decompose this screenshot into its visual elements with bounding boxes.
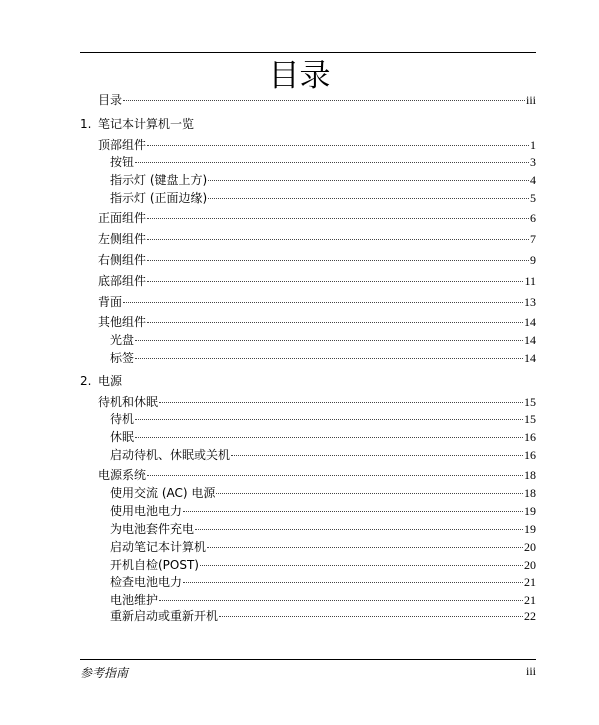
toc-entry-label: 指示灯 (键盘上方) [110, 173, 208, 187]
toc-entry-label: 目录 [98, 93, 123, 107]
leader-dots [159, 402, 523, 403]
toc-entry[interactable] [110, 608, 536, 624]
leader-dots [147, 239, 529, 240]
toc-entry[interactable] [98, 294, 536, 310]
toc-entry[interactable] [98, 314, 536, 330]
toc-entry-label: 背面 [98, 295, 123, 309]
toc-entry-label: 启动待机、休眠或关机 [110, 448, 231, 462]
leader-dots [208, 198, 529, 199]
toc-entry-page: iii [525, 93, 536, 107]
toc-entry[interactable] [98, 467, 536, 483]
leader-dots [147, 145, 529, 146]
toc-entry-label: 开机自检(POST) [110, 558, 199, 572]
toc-entry[interactable] [110, 539, 536, 555]
chapter-heading[interactable] [80, 116, 194, 132]
toc-entry-label: 电源系统 [98, 468, 147, 482]
chapter-number: 1. [80, 117, 92, 131]
leader-dots [123, 302, 523, 303]
footer-page-number: iii [525, 664, 536, 678]
toc-entry-label: 为电池套件充电 [110, 522, 195, 536]
toc-entry[interactable] [110, 172, 536, 188]
toc-entry-label: 待机和休眠 [98, 395, 159, 409]
leader-dots [147, 322, 523, 323]
leader-dots [183, 511, 523, 512]
toc-entry-page: 7 [530, 232, 536, 246]
toc-entry-label: 休眠 [110, 430, 135, 444]
leader-dots [195, 529, 523, 530]
toc-entry-page: 14 [524, 333, 536, 347]
page-title: 目录 [268, 58, 331, 94]
toc-entry[interactable] [110, 557, 536, 573]
chapter-number: 2. [80, 374, 92, 388]
toc-entry-label: 电池维护 [110, 593, 159, 607]
chapter-title: 笔记本计算机一览 [98, 117, 195, 131]
toc-entry[interactable] [98, 231, 536, 247]
toc-entry[interactable] [110, 190, 536, 206]
leader-dots [183, 582, 523, 583]
toc-entry-page: 16 [524, 430, 536, 444]
leader-dots [135, 358, 523, 359]
toc-entry[interactable] [110, 447, 536, 463]
toc-entry-label: 检查电池电力 [110, 575, 183, 589]
toc-entry-page: 5 [530, 191, 536, 205]
toc-entry-label: 左侧组件 [98, 232, 147, 246]
leader-dots [135, 437, 523, 438]
toc-entry-page: 4 [530, 173, 536, 187]
toc-entry-label: 按钮 [110, 155, 135, 169]
toc-entry-label: 光盘 [110, 333, 135, 347]
leader-dots [135, 419, 523, 420]
toc-entry-label: 待机 [110, 412, 135, 426]
toc-entry-page: 20 [524, 558, 536, 572]
toc-entry-page: 18 [524, 486, 536, 500]
toc-entry[interactable] [98, 394, 536, 410]
toc-entry-label: 指示灯 (正面边缘) [110, 191, 208, 205]
toc-entry-page: 18 [524, 468, 536, 482]
leader-dots [147, 218, 529, 219]
toc-entry-page: 14 [524, 351, 536, 365]
toc-entry-page: 13 [524, 295, 536, 309]
leader-dots [147, 475, 523, 476]
toc-entry[interactable] [110, 521, 536, 537]
leader-dots [135, 162, 529, 163]
leader-dots [208, 180, 529, 181]
toc-entry[interactable] [110, 332, 536, 348]
toc-entry-page: 16 [524, 448, 536, 462]
toc-entry-label: 重新启动或重新开机 [110, 609, 219, 623]
toc-entry[interactable] [110, 503, 536, 519]
leader-dots [135, 340, 523, 341]
leader-dots [123, 100, 525, 101]
leader-dots [159, 600, 523, 601]
toc-entry[interactable] [98, 252, 536, 268]
toc-entry-label: 底部组件 [98, 274, 147, 288]
toc-entry-label: 标签 [110, 351, 135, 365]
chapter-title: 电源 [98, 374, 123, 388]
toc-entry-page: 19 [524, 522, 536, 536]
toc-entry-label: 顶部组件 [98, 138, 147, 152]
toc-entry-page: 20 [524, 540, 536, 554]
toc-entry-page: 9 [530, 253, 536, 267]
toc-entry[interactable] [110, 411, 536, 427]
toc-entry-page: 21 [524, 593, 536, 607]
leader-dots [219, 616, 523, 617]
toc-entry-label: 其他组件 [98, 315, 147, 329]
toc-entry[interactable] [110, 592, 536, 608]
leader-dots [200, 565, 523, 566]
toc-entry-page: 6 [530, 211, 536, 225]
leader-dots [231, 455, 523, 456]
toc-entry-page: 1 [530, 138, 536, 152]
toc-entry-page: 15 [524, 412, 536, 426]
toc-entry-page: 21 [524, 575, 536, 589]
toc-entry-page: 11 [524, 274, 536, 288]
leader-dots [207, 547, 523, 548]
toc-entry-page: 15 [524, 395, 536, 409]
footer-rule [80, 659, 536, 660]
leader-dots [216, 493, 523, 494]
leader-dots [147, 260, 529, 261]
toc-entry-label: 右侧组件 [98, 253, 147, 267]
toc-entry-label: 使用电池电力 [110, 504, 183, 518]
toc-entry[interactable] [110, 429, 536, 445]
footer-document-title: 参考指南 [80, 666, 129, 680]
toc-entry-label: 正面组件 [98, 211, 147, 225]
toc-entry-label: 使用交流 (AC) 电源 [110, 486, 216, 500]
toc-entry[interactable] [110, 574, 536, 590]
toc-entry[interactable] [110, 154, 536, 170]
toc-entry[interactable] [110, 485, 536, 501]
toc-entry-contents[interactable] [98, 92, 536, 108]
chapter-heading[interactable] [80, 373, 122, 389]
toc-entry[interactable] [110, 350, 536, 366]
toc-entry[interactable] [98, 210, 536, 226]
leader-dots [147, 281, 523, 282]
toc-entry-page: 22 [524, 609, 536, 623]
toc-entry[interactable] [98, 273, 536, 289]
toc-entry-page: 3 [530, 155, 536, 169]
toc-entry-page: 19 [524, 504, 536, 518]
toc-entry-label: 启动笔记本计算机 [110, 540, 207, 554]
toc-entry[interactable] [98, 137, 536, 153]
toc-entry-page: 14 [524, 315, 536, 329]
